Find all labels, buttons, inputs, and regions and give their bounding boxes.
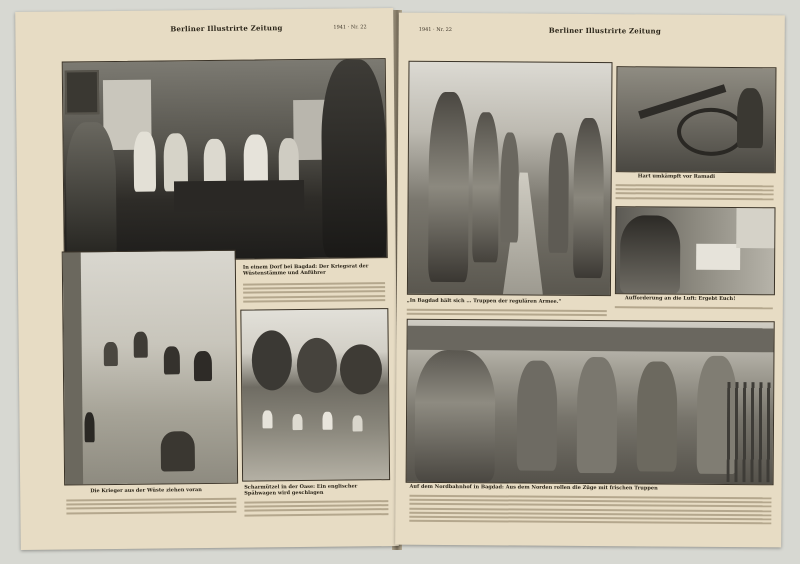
left-page-number: 1941 · Nr. 22 (333, 24, 367, 31)
council-photo (62, 58, 388, 261)
left-magazine-page (15, 8, 399, 550)
soldier (472, 112, 499, 262)
rider-foreground (161, 431, 195, 471)
figure (262, 410, 272, 428)
desert-riders-photo (62, 250, 238, 486)
wall-picture (65, 70, 99, 114)
gunner (737, 88, 763, 148)
figure (65, 122, 116, 261)
foreground-soldier (415, 350, 496, 483)
palm-tree (340, 344, 383, 394)
soldier (548, 133, 569, 253)
soldier (517, 360, 558, 470)
soldier-caption-body (615, 306, 773, 311)
station-caption-title: Auf dem Nordbahnhof in Bagdad: Aus dem Norden rollen die Züge mit frischen Truppen (409, 483, 658, 492)
station-caption-body (409, 495, 771, 527)
council-caption-title: In einem Dorf bei Bagdad: Der Kriegsrat der Wüstenstämme und Anführer (242, 263, 369, 277)
riders-caption (90, 488, 220, 495)
figure (204, 139, 227, 187)
soldier (577, 357, 618, 473)
artillery-caption-title: Hart umkämpft vor Ramadi (637, 173, 716, 180)
foreground-figure (321, 59, 387, 258)
lead-soldier (428, 92, 469, 282)
left-masthead: Berliner Illustrirte Zeitung (170, 23, 283, 34)
oasis-skirmish-photo (240, 308, 390, 482)
rider (104, 342, 118, 366)
riders-caption-body (66, 498, 236, 517)
figure (292, 414, 302, 430)
council-caption (243, 264, 385, 276)
leaflet-soldier-photo (615, 206, 776, 295)
artillery-caption (638, 174, 768, 180)
march-caption-title: „In Bagdad hält sich … Truppen der regulären Armee.“ (406, 297, 562, 305)
figure (352, 415, 362, 431)
march-caption-body (407, 309, 607, 319)
soldier-caption-title: Aufforderung an die Luft: Ergebt Euch! (624, 295, 736, 303)
right-page-number: 1941 · Nr. 22 (418, 26, 453, 34)
train-carriage (408, 326, 774, 353)
soldier (500, 132, 519, 242)
right-masthead: Berliner Illustrirte Zeitung (548, 25, 661, 36)
figure (322, 412, 332, 430)
march-caption (407, 299, 609, 306)
palm-tree (252, 330, 293, 390)
artillery-photo (616, 66, 777, 173)
station-caption (410, 485, 774, 493)
train-station-photo (406, 319, 775, 486)
artillery-caption-body (616, 184, 774, 202)
palm-tree (297, 338, 338, 393)
council-caption-body (243, 282, 385, 304)
palms-caption (244, 484, 388, 497)
soldier (620, 215, 681, 293)
wall-edge (63, 252, 83, 484)
rider (134, 332, 148, 358)
soldier (637, 361, 678, 471)
soldier (573, 118, 604, 278)
figure (279, 138, 299, 184)
rider (194, 351, 212, 381)
railing (727, 382, 772, 482)
soldier-caption (625, 296, 775, 303)
table (174, 180, 304, 211)
leaflets (696, 244, 740, 270)
right-magazine-page (395, 13, 785, 548)
gun-wheel (677, 108, 745, 156)
riders-caption-title: Die Krieger aus der Wüste ziehen voran (90, 487, 202, 495)
standing-figure (84, 412, 94, 442)
rider (164, 346, 180, 374)
palms-caption-body (244, 500, 388, 518)
window (736, 208, 774, 248)
palms-caption-title: Scharmützel in der Oase: Ein englischer Spähwagen wird geschlagen (244, 483, 358, 497)
marching-troops-photo (407, 61, 613, 296)
figure (133, 132, 156, 192)
figure (243, 134, 268, 186)
